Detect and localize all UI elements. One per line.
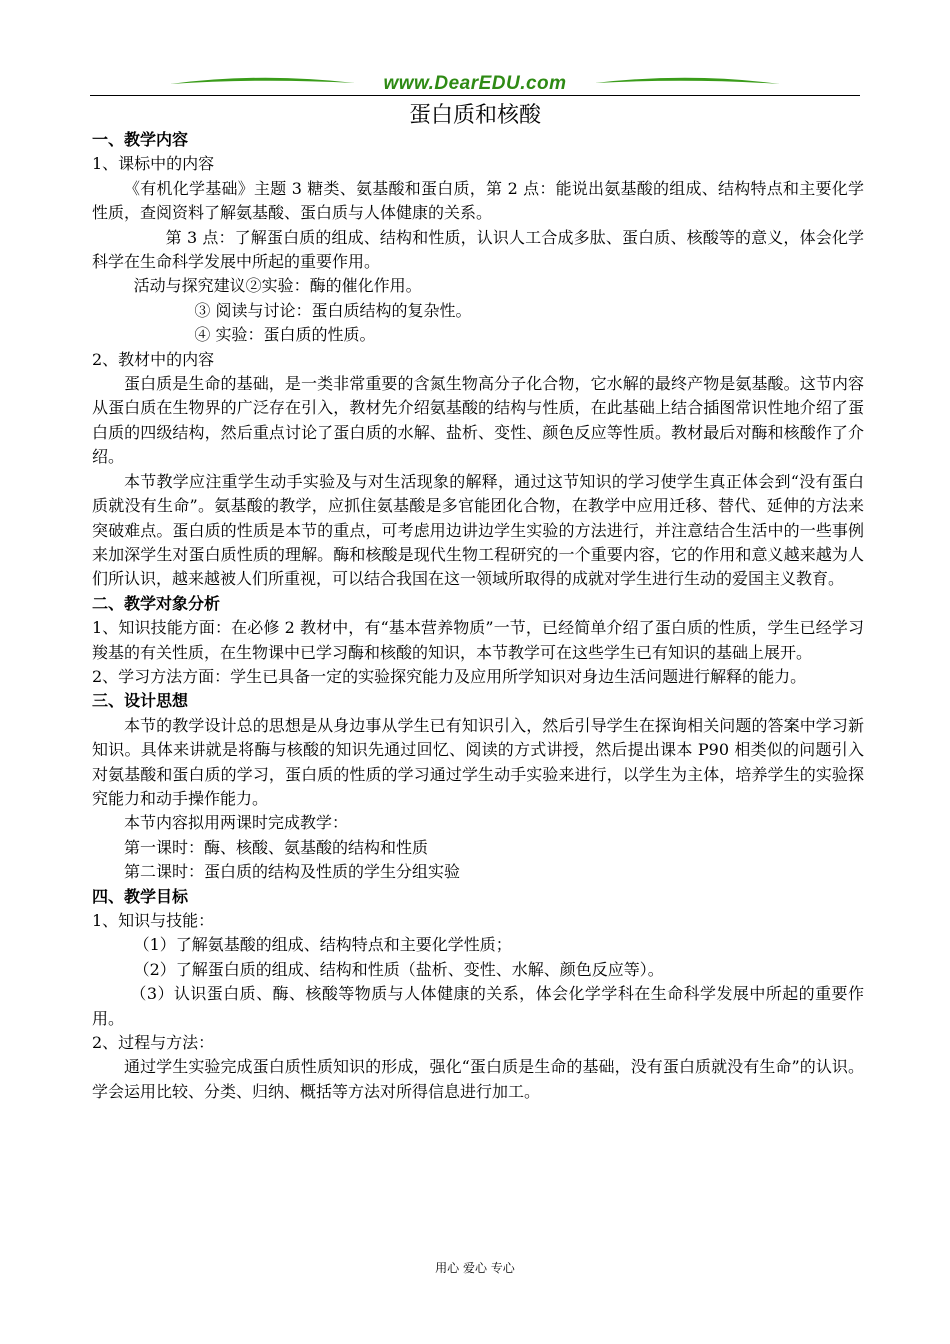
section-heading: 三、设计思想	[92, 691, 189, 711]
list-item: （1）了解氨基酸的组成、结构特点和主要化学性质；	[133, 935, 512, 955]
list-item: （2）了解蛋白质的组成、结构和性质（盐析、变性、水解、颜色反应等）。	[133, 959, 664, 979]
paragraph: 蛋白质是生命的基础，是一类非常重要的含氮生物高分子化合物，它水解的最终产物是氨基酸。这节内容从蛋白质在生物界的广泛存在引入，教材先介绍氨基酸的结构与性质，在此基础上结合插图常识性地介绍了蛋白质的四级结构，然后重点讨论了蛋白质的水解、盐析、变性、颜色反应等性质。教材最后对酶和核酸作了介绍。	[92, 374, 864, 467]
subheading: 1、知识与技能：	[92, 911, 215, 930]
paragraph: 本节教学应注重学生动手实验及与对生活现象的解释，通过这节知识的学习使学生真正体会到“没有蛋白质就没有生命”。氨基酸的教学，应抓住氨基酸是多官能团化合物，在教学中应用迁移、替代、延伸的方法来突破难点。蛋白质的性质是本节的重点，可考虑用边讲边学生实验的方法进行，并注意结合生活中的一些事例来加深学生对蛋白质性质的理解。酶和核酸是现代生物工程研究的一个重要内容，它的作用和意义越来越为人们所认识，越来越被人们所重视，可以结合我国在这一领域所取得的成就对学生进行生动的爱国主义教育。	[92, 471, 864, 589]
section-heading: 四、教学目标	[92, 886, 189, 906]
subheading: 2、过程与方法：	[92, 1033, 215, 1053]
paragraph: 第 3 点：了解蛋白质的组成、结构和性质，认识人工合成多肽、蛋白质、核酸等的意义，体会化学科学在生命科学发展中所起的重要作用。	[92, 227, 864, 272]
site-header	[90, 70, 860, 98]
paragraph: 本节的教学设计总的思想是从身边事从学生已有知识引入，然后引导学生在探询相关问题的答案中学习新知识。具体来讲就是将酶与核酸的知识先通过回忆、阅读的方式讲授，然后提出课本 P90 相类似的问题引入对氨基酸和蛋白质的学习，蛋白质的性质的学习通过学生动手实验来进行，以学生为主体，培养学生的实验探究能力和动手操作能力。	[92, 715, 864, 808]
site-url[interactable]: www.DearEDU.com	[383, 73, 567, 94]
list-item: ④ 实验：蛋白质的性质。	[194, 325, 376, 345]
paragraph: 《有机化学基础》主题 3 糖类、氨基酸和蛋白质，第 2 点：能说出氨基酸的组成、结构特点和主要化学性质，查阅资料了解氨基酸、蛋白质与人体健康的关系。	[92, 178, 864, 223]
subheading: 1、课标中的内容	[92, 154, 215, 174]
page-footer: 用心 爱心 专心	[435, 1261, 515, 1275]
document-title: 蛋白质和核酸	[408, 103, 541, 128]
paragraph: 2、学习方法方面：学生已具备一定的实验探究能力及应用所学知识对身边生活问题进行解释的能力。	[92, 666, 807, 686]
paragraph: 通过学生实验完成蛋白质性质知识的形成，强化“蛋白质是生命的基础，没有蛋白质就没有生命”的认识。学会运用比较、分类、归纳、概括等方法对所得信息进行加工。	[92, 1057, 864, 1101]
list-item: （3）认识蛋白质、酶、核酸等物质与人体健康的关系，体会化学学科在生命科学发展中所起的重要作用。	[92, 984, 864, 1028]
subheading: 2、教材中的内容	[92, 349, 215, 369]
paragraph: 本节内容拟用两课时完成教学：	[124, 813, 349, 833]
header-rule	[90, 95, 860, 96]
paragraph: 第二课时：蛋白质的结构及性质的学生分组实验	[124, 862, 461, 882]
list-item: ③ 阅读与讨论：蛋白质结构的复杂性。	[194, 300, 472, 320]
document-body	[92, 128, 864, 1104]
paragraph: 1、知识技能方面：在必修 2 教材中，有“基本营养物质”一节，已经简单介绍了蛋白质的性质，学生已经学习羧基的有关性质，在生物课中已学习酶和核酸的知识，本节教学可在这些学生已有知识的基础上展开。	[92, 618, 864, 662]
paragraph: 活动与探究建议②实验：酶的催化作用。	[133, 276, 422, 296]
section-heading: 二、教学对象分析	[92, 593, 221, 613]
paragraph: 第一课时：酶、核酸、氨基酸的结构和性质	[124, 837, 429, 857]
section-heading: 一、教学内容	[92, 130, 189, 149]
